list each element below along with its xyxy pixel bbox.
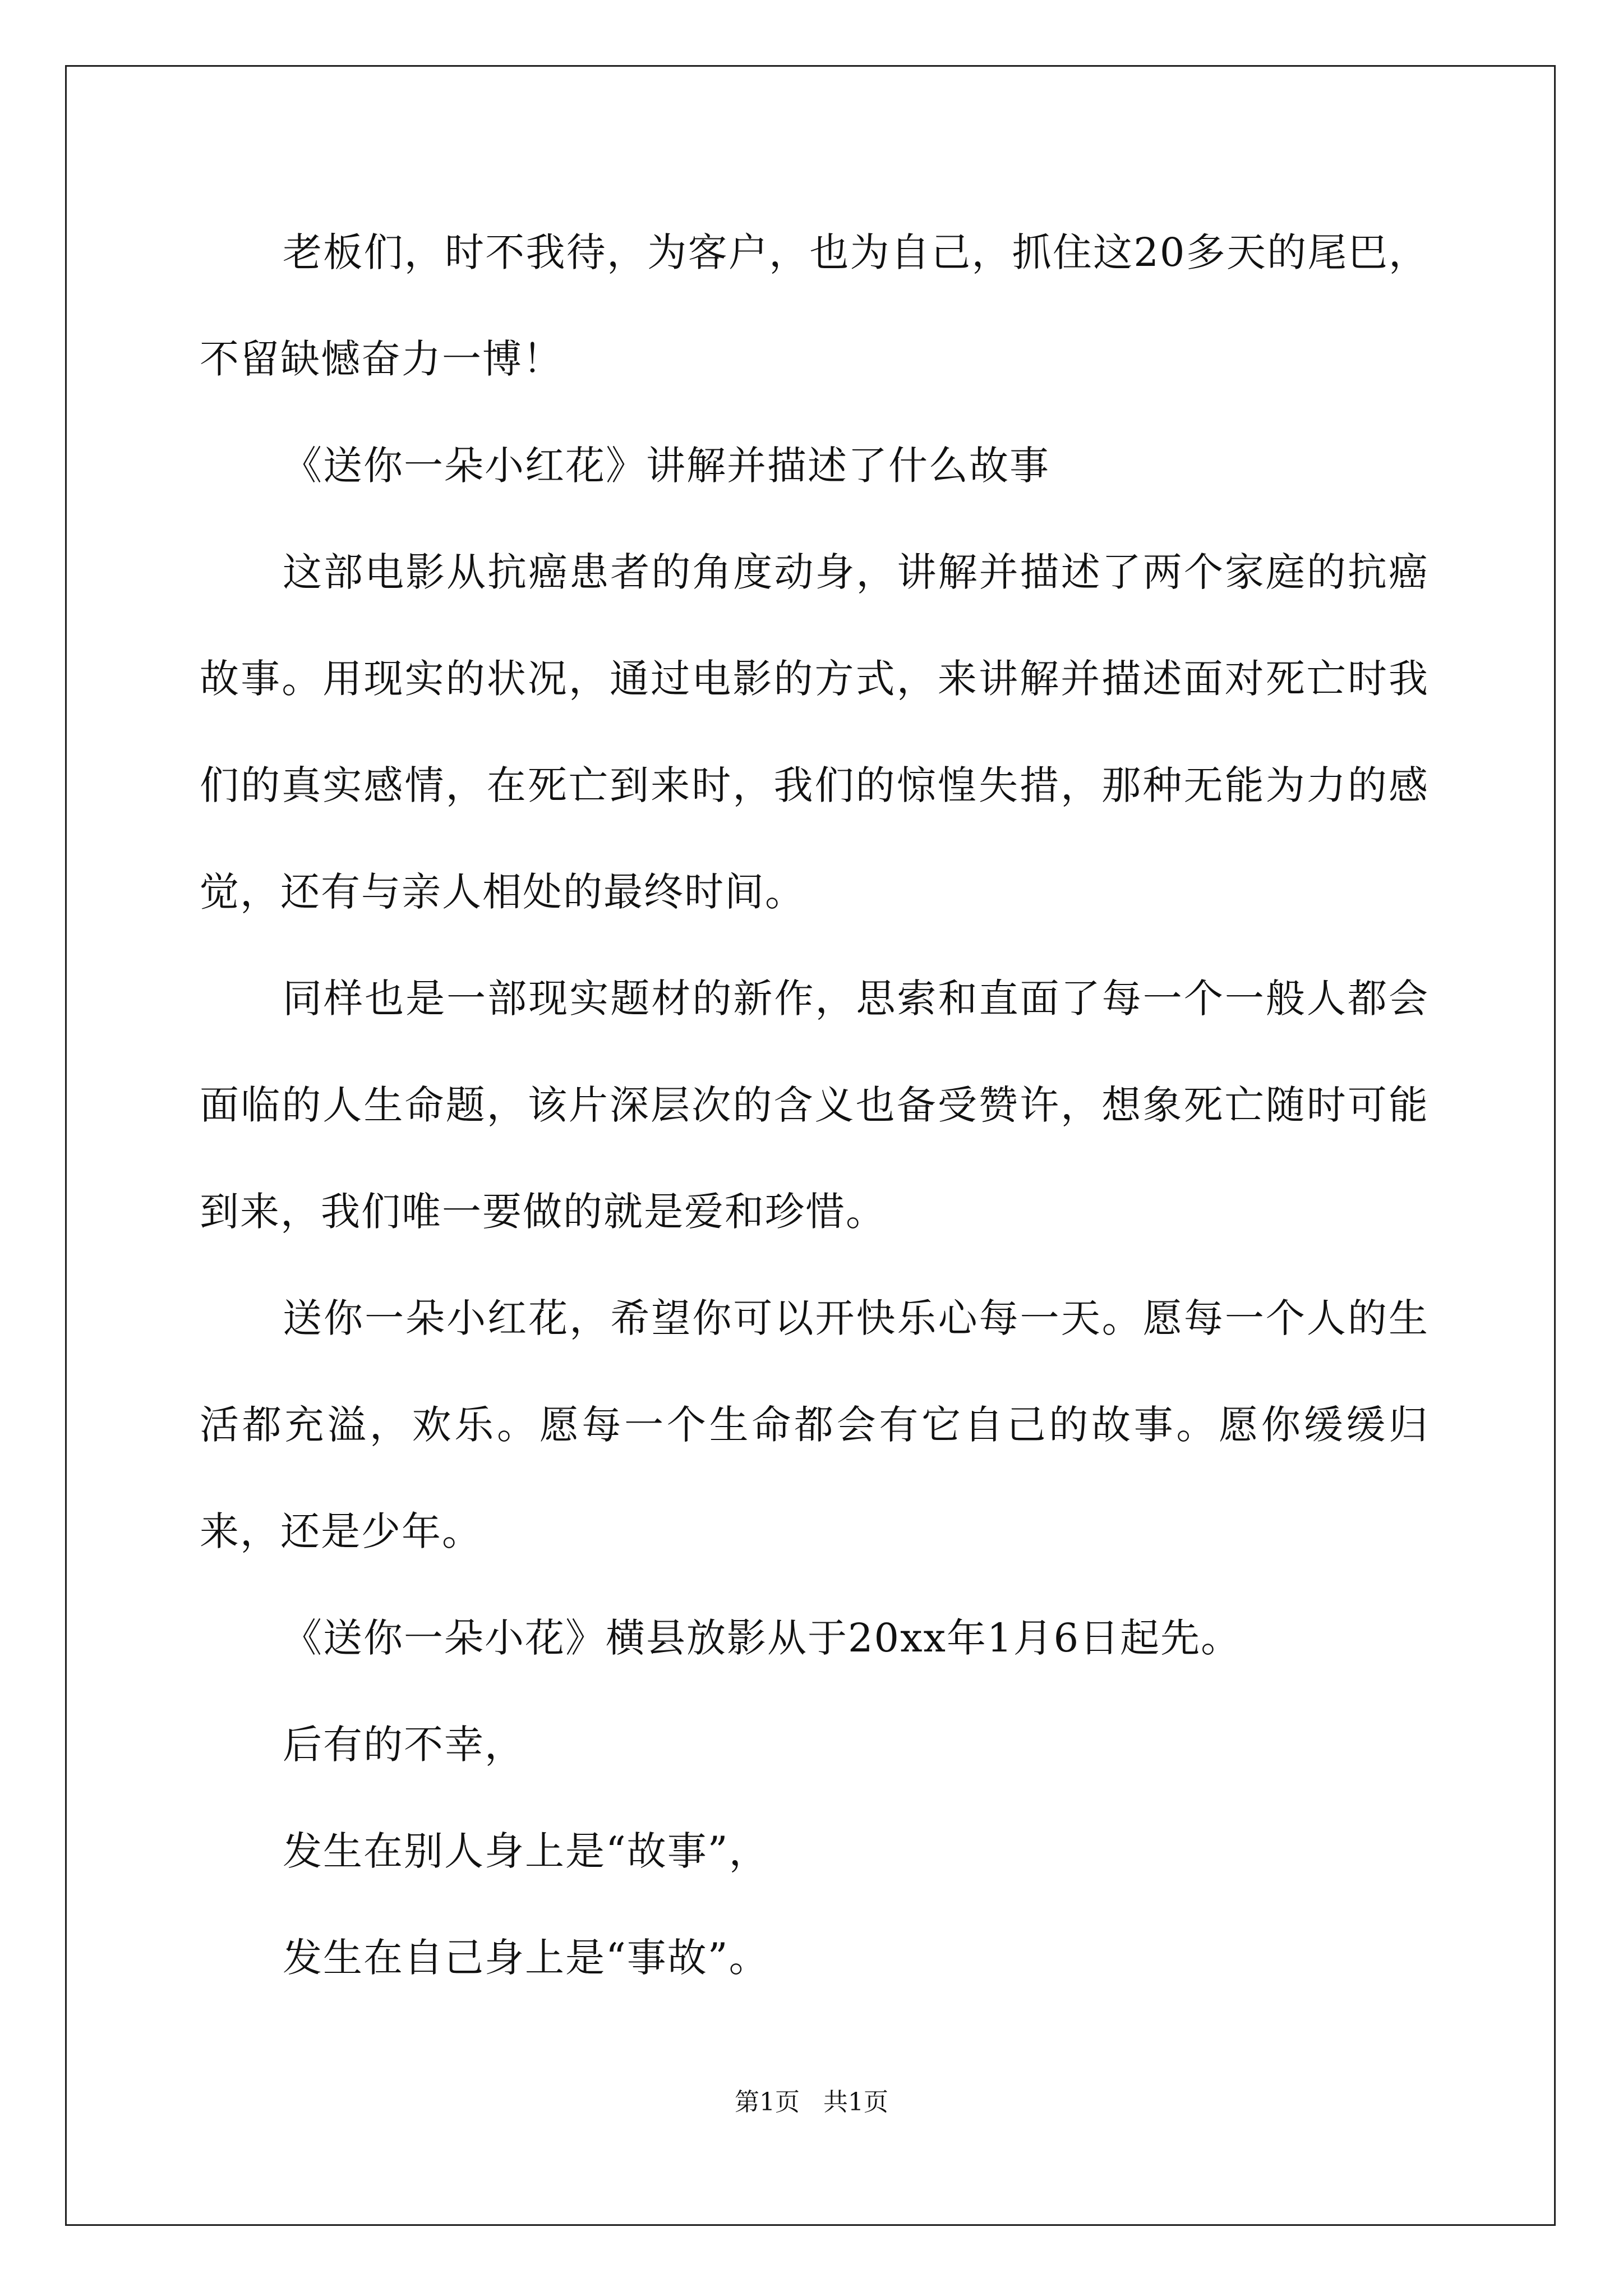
paragraph-8: 发生在别人身上是“故事”， (283, 1828, 769, 1874)
document-body (200, 199, 1429, 2011)
paragraph-9: 发生在自己身上是“事故”。 (283, 1935, 769, 1981)
paragraph-4: 同样也是一部现实题材的新作，思索和直面了每一个一般人都会面临的人生命题，该片深层次的含义也备受赞许，想象死亡随时可能到来，我们唯一要做的就是爱和珍惜。 (200, 976, 1429, 1235)
paragraph-2: 《送你一朵小红花》讲解并描述了什么故事 (283, 443, 1050, 489)
paragraph-3: 这部电影从抗癌患者的角度动身，讲解并描述了两个家庭的抗癌故事。用现实的状况，通过电影的方式，来讲解并描述面对死亡时我们的真实感情，在死亡到来时，我们的惊惶失措，那种无能为力的感觉，还有与亲人相处的最终时间。 (200, 549, 1429, 915)
paragraph-6: 《送你一朵小花》横县放影从于20xx年1月6日起先。 (283, 1615, 1242, 1661)
paragraph-1: 老板们，时不我待，为客户，也为自己，抓住这20多天的尾巴，不留缺憾奋力一博！ (200, 229, 1429, 382)
page-number-footer: 第1页 共1页 (735, 2088, 888, 2116)
paragraph-5: 送你一朵小红花，希望你可以开快乐心每一天。愿每一个人的生活都充溢，欢乐。愿每一个生命都会有它自己的故事。愿你缓缓归来，还是少年。 (200, 1295, 1429, 1554)
paragraph-7: 后有的不幸， (283, 1722, 525, 1768)
